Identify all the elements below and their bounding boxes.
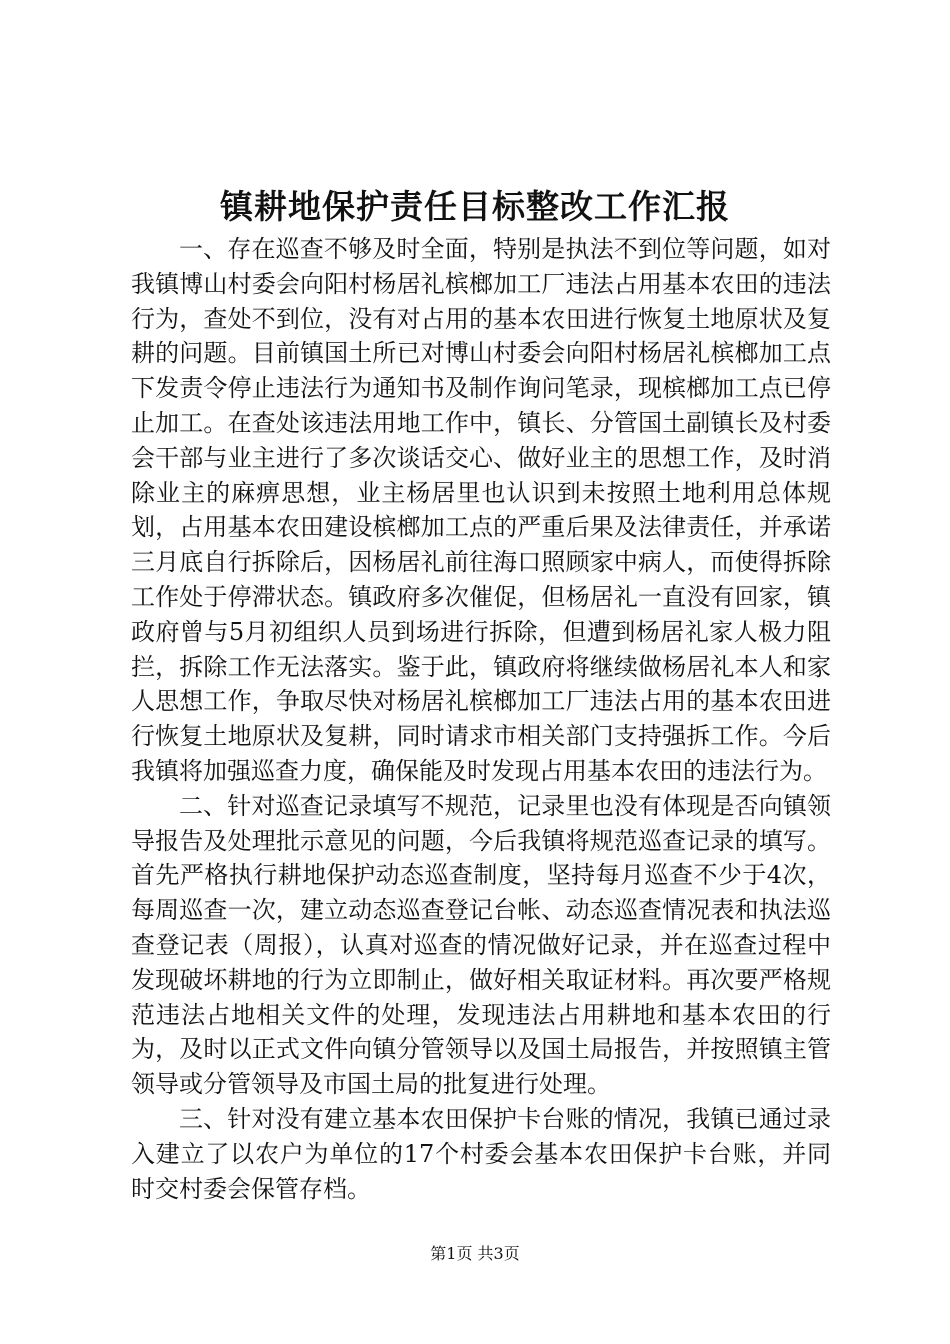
paragraph-2: 二、针对巡查记录填写不规范，记录里也没有体现是否向镇领导报告及处理批示意见的问题，今后我镇将规范巡查记录的填写。首先严格执行耕地保护动态巡查制度，坚持每月巡查不少于4次，每周巡查一次，建立动态巡查登记台帐、动态巡查情况表和执法巡查登记表（周报），认真对巡查的情况做好记录，并在巡查过程中发现破坏耕地的行为立即制止，做好相关取证材料。再次要严格规范违法占地相关文件的处理，发现违法占用耕地和基本农田的行为，及时以正式文件向镇分管领导以及国土局报告，并按照镇主管领导或分管领导及市国土局的批复进行处理。	[131, 791, 831, 1099]
document-body	[131, 232, 831, 1206]
document-title: 镇耕地保护责任目标整改工作汇报	[220, 187, 730, 226]
paragraph-3: 三、针对没有建立基本农田保护卡台账的情况，我镇已通过录入建立了以农户为单位的17个村委会基本农田保护卡台账，并同时交村委会保管存档。	[131, 1104, 831, 1203]
paragraph-1: 一、存在巡查不够及时全面，特别是执法不到位等问题，如对我镇博山村委会向阳村杨居礼槟榔加工厂违法占用基本农田的违法行为，查处不到位，没有对占用的基本农田进行恢复土地原状及复耕的问题。目前镇国土所已对博山村委会向阳村杨居礼槟榔加工点下发责令停止违法行为通知书及制作询问笔录，现槟榔加工点已停止加工。在查处该违法用地工作中，镇长、分管国土副镇长及村委会干部与业主进行了多次谈话交心、做好业主的思想工作，及时消除业主的麻痹思想，业主杨居里也认识到未按照土地利用总体规划，占用基本农田建设槟榔加工点的严重后果及法律责任，并承诺三月底自行拆除后，因杨居礼前往海口照顾家中病人，而使得拆除工作处于停滞状态。镇政府多次催促，但杨居礼一直没有回家，镇政府曾与5月初组织人员到场进行拆除，但遭到杨居礼家人极力阻拦，拆除工作无法落实。鉴于此，镇政府将继续做杨居礼本人和家人思想工作，争取尽快对杨居礼槟榔加工厂违法占用的基本农田进行恢复土地原状及复耕，同时请求市相关部门支持强拆工作。今后我镇将加强巡查力度，确保能及时发现占用基本农田的违法行为。	[131, 235, 831, 785]
page-number-footer: 第1页 共3页	[430, 1244, 520, 1263]
